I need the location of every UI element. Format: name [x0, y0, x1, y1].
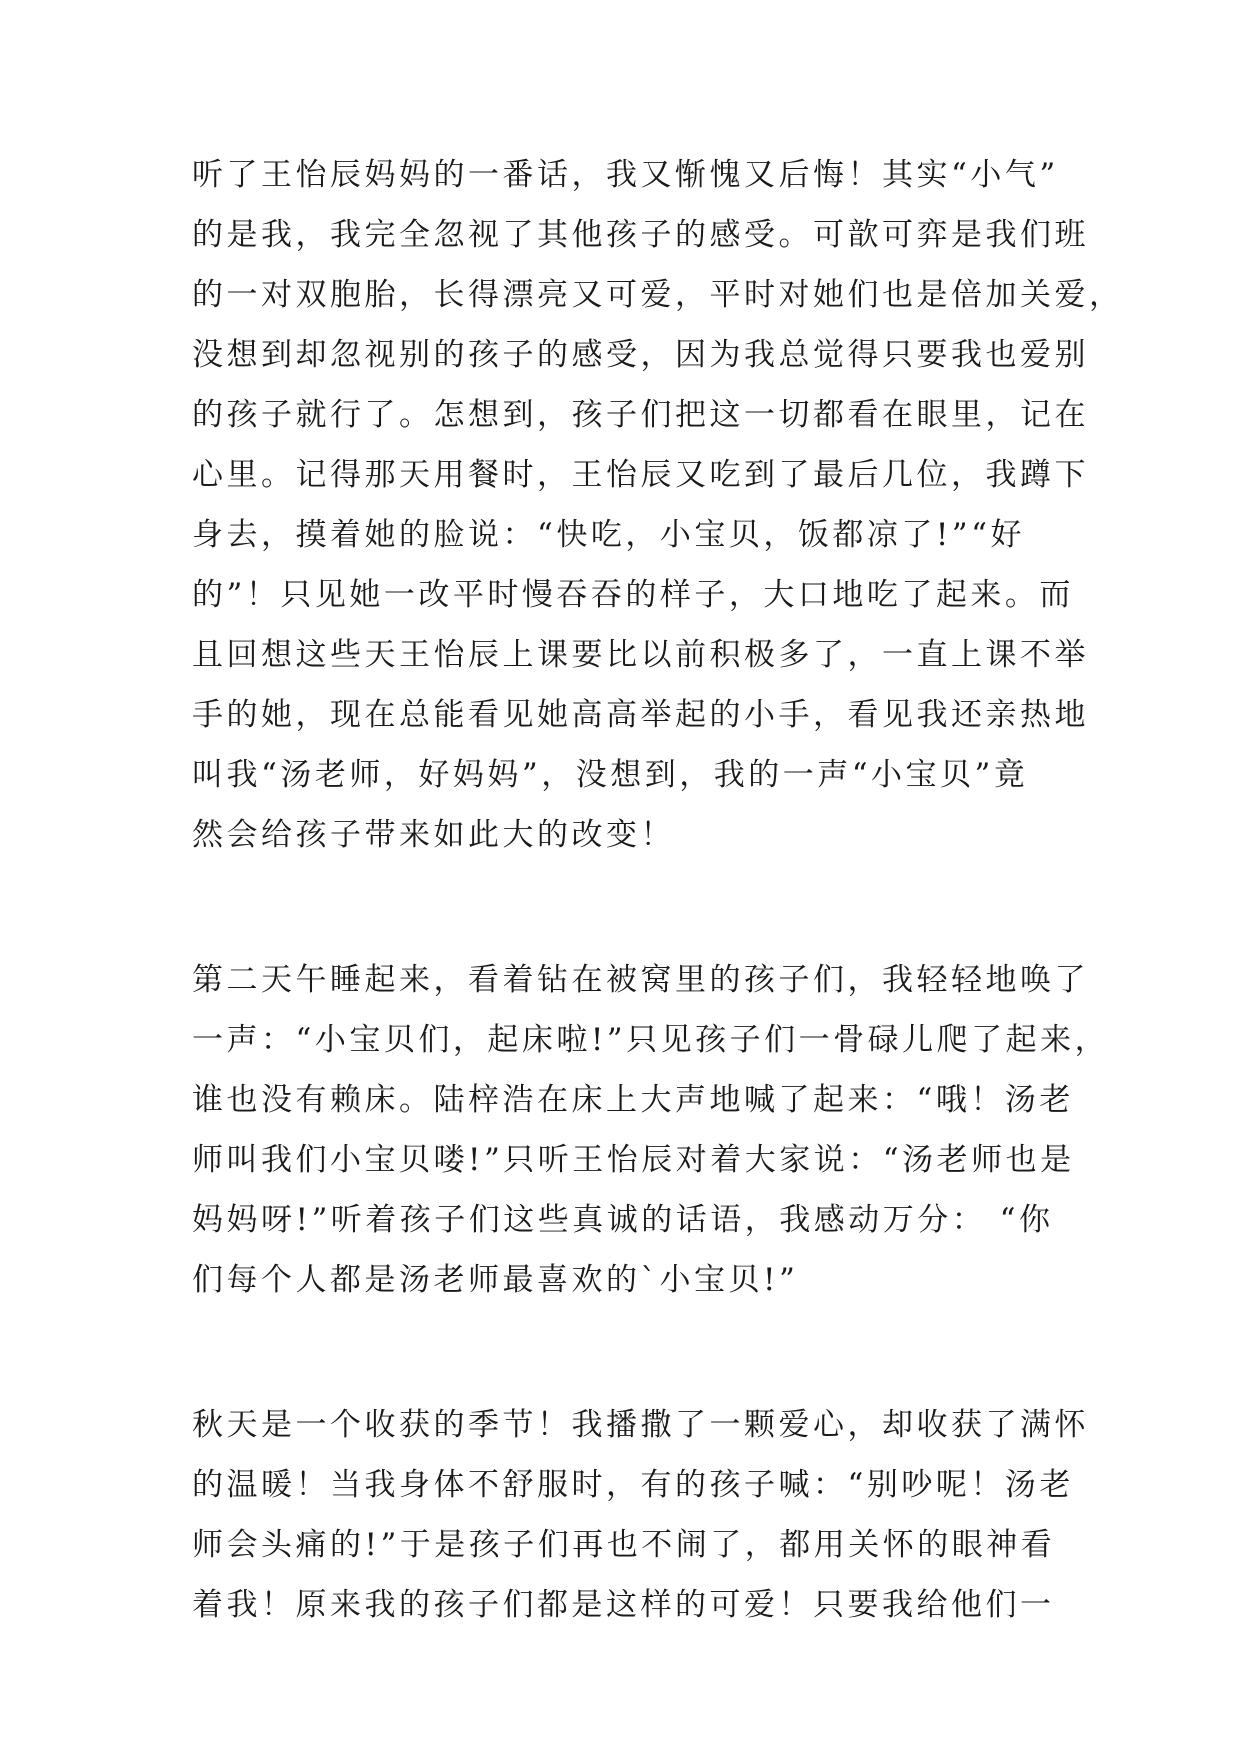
text-line: 谁也没有赖床。陆梓浩在床上大声地喊了起来：“哦！汤老 [192, 1082, 1074, 1118]
text-line: 的温暖！当我身体不舒服时，有的孩子喊：“别吵呢！汤老 [192, 1467, 1074, 1503]
text-line: 一声：“小宝贝们，起床啦!”只见孩子们一骨碌儿爬了起来， [192, 1022, 1110, 1058]
text-line: 心里。记得那天用餐时，王怡辰又吃到了最后几位，我蹲下 [192, 457, 1089, 493]
text-line: 手的她，现在总能看见她高高举起的小手，看见我还亲热地 [192, 697, 1089, 733]
text-line: 身去，摸着她的脸说：“快吃，小宝贝，饭都凉了!”“好 [192, 517, 1025, 553]
text-line: 的一对双胞胎，长得漂亮又可爱，平时对她们也是倍加关爱， [192, 277, 1124, 313]
text-line: 的孩子就行了。怎想到，孩子们把这一切都看在眼里，记在 [192, 397, 1089, 433]
text-line: 师叫我们小宝贝喽!”只听王怡辰对着大家说：“汤老师也是 [192, 1142, 1075, 1178]
text-line: 着我！原来我的孩子们都是这样的可爱！只要我给他们一 [192, 1587, 1055, 1623]
text-line: 叫我“汤老师，好妈妈”，没想到，我的一声“小宝贝”竟 [192, 757, 1029, 793]
paragraph-3 [192, 1395, 1089, 1635]
text-line: 第二天午睡起来，看着钻在被窝里的孩子们，我轻轻地唤了 [192, 962, 1089, 998]
text-line: 们每个人都是汤老师最喜欢的`小宝贝!” [192, 1262, 799, 1298]
text-line: 没想到却忽视别的孩子的感受，因为我总觉得只要我也爱别 [192, 337, 1089, 373]
text-line: 且回想这些天王怡辰上课要比以前积极多了，一直上课不举 [192, 637, 1089, 673]
text-line: 师会头痛的!”于是孩子们再也不闹了，都用关怀的眼神看 [192, 1527, 1056, 1563]
text-line: 的”！只见她一改平时慢吞吞的样子，大口地吃了起来。而 [192, 577, 1074, 613]
text-line: 妈妈呀!”听着孩子们这些真诚的话语，我感动万分： “你 [192, 1202, 1054, 1238]
paragraph-1 [192, 145, 1124, 865]
document-body [192, 145, 1124, 1635]
text-line: 秋天是一个收获的季节！我播撒了一颗爱心，却收获了满怀 [192, 1407, 1089, 1443]
text-line: 然会给孩子带来如此大的改变！ [192, 817, 675, 853]
paragraph-2 [192, 950, 1110, 1310]
text-line: 听了王怡辰妈妈的一番话，我又惭愧又后悔！其实“小气” [192, 157, 1059, 193]
text-line: 的是我，我完全忽视了其他孩子的感受。可歆可弈是我们班 [192, 217, 1089, 253]
